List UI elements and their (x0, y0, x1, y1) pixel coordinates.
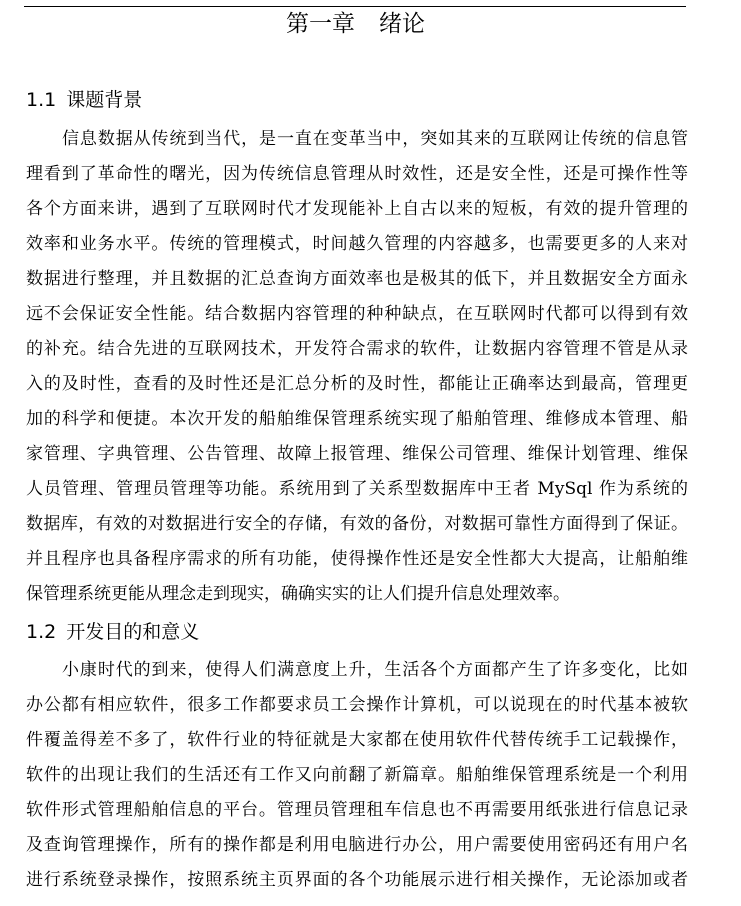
paragraph-line: 进行系统登录操作，按照系统主页界面的各个功能展示进行相关操作，无论添加或者 (26, 870, 688, 890)
chapter-title (0, 6, 711, 42)
paragraph-background (26, 122, 688, 612)
paragraph-line: 效率和业务水平。传统的管理模式，时间越久管理的内容越多，也需要更多的人来对 (26, 234, 688, 254)
paragraph-line: 远不会保证安全性能。结合数据内容管理的种种缺点，在互联网时代都可以得到有效 (26, 304, 688, 324)
paragraph-line: 数据进行整理，并且数据的汇总查询方面效率也是极其的低下，并且数据安全方面永 (26, 269, 688, 289)
paragraph-line: 办公都有相应软件，很多工作都要求员工会操作计算机，可以说现在的时代基本被软 (26, 695, 688, 715)
paragraph-line: 小康时代的到来，使得人们满意度上升，生活各个方面都产生了许多变化，比如 (62, 660, 688, 680)
paragraph-line: 理看到了革命性的曙光，因为传统信息管理从时效性，还是安全性，还是可操作性等 (26, 164, 688, 184)
paragraph-line: 件覆盖得差不多了，软件行业的特征就是大家都在使用软件代替传统手工记载操作， (26, 730, 688, 750)
paragraph-line: 软件形式管理船舶信息的平台。管理员管理租车信息也不再需要用纸张进行信息记录 (26, 800, 688, 820)
paragraph-line: 并且程序也具备程序需求的所有功能，使得操作性还是安全性都大大提高，让船舶维 (26, 549, 688, 569)
paragraph-line: 的补充。结合先进的互联网技术，开发符合需求的软件，让数据内容管理不管是从录 (26, 339, 688, 359)
section-heading-purpose (26, 617, 199, 647)
section-number: 1.2 (26, 621, 57, 643)
section-title: 课题背景 (66, 89, 143, 111)
paragraph-line: 保管理系统更能从理念走到现实，确确实实的让人们提升信息处理效率。 (26, 584, 570, 604)
paragraph-line: 入的及时性，查看的及时性还是汇总分析的及时性，都能让正确率达到最高，管理更 (26, 374, 688, 394)
paragraph-line: 人员管理、管理员管理等功能。系统用到了关系型数据库中王者 MySql 作为系统的 (26, 479, 688, 499)
chapter-name: 绪论 (379, 11, 425, 37)
paragraph-line: 信息数据从传统到当代，是一直在变革当中，突如其来的互联网让传统的信息管 (62, 129, 688, 149)
section-heading-background (26, 85, 142, 115)
paragraph-purpose (26, 653, 688, 898)
paragraph-line: 加的科学和便捷。本次开发的船舶维保管理系统实现了船舶管理、维修成本管理、船 (26, 409, 688, 429)
paragraph-line: 数据库，有效的对数据进行安全的存储，有效的备份，对数据可靠性方面得到了保证。 (26, 514, 688, 534)
section-number: 1.1 (26, 89, 57, 111)
paragraph-line: 各个方面来讲，遇到了互联网时代才发现能补上自古以来的短板，有效的提升管理的 (26, 199, 688, 219)
section-title: 开发目的和意义 (66, 621, 200, 643)
chapter-label: 第一章 (286, 11, 355, 37)
paragraph-line: 家管理、字典管理、公告管理、故障上报管理、维保公司管理、维保计划管理、维保 (26, 444, 688, 464)
paragraph-line: 软件的出现让我们的生活还有工作又向前翻了新篇章。船舶维保管理系统是一个利用 (26, 765, 688, 785)
paragraph-line: 及查询管理操作，所有的操作都是利用电脑进行办公，用户需要使用密码还有用户名 (26, 835, 688, 855)
